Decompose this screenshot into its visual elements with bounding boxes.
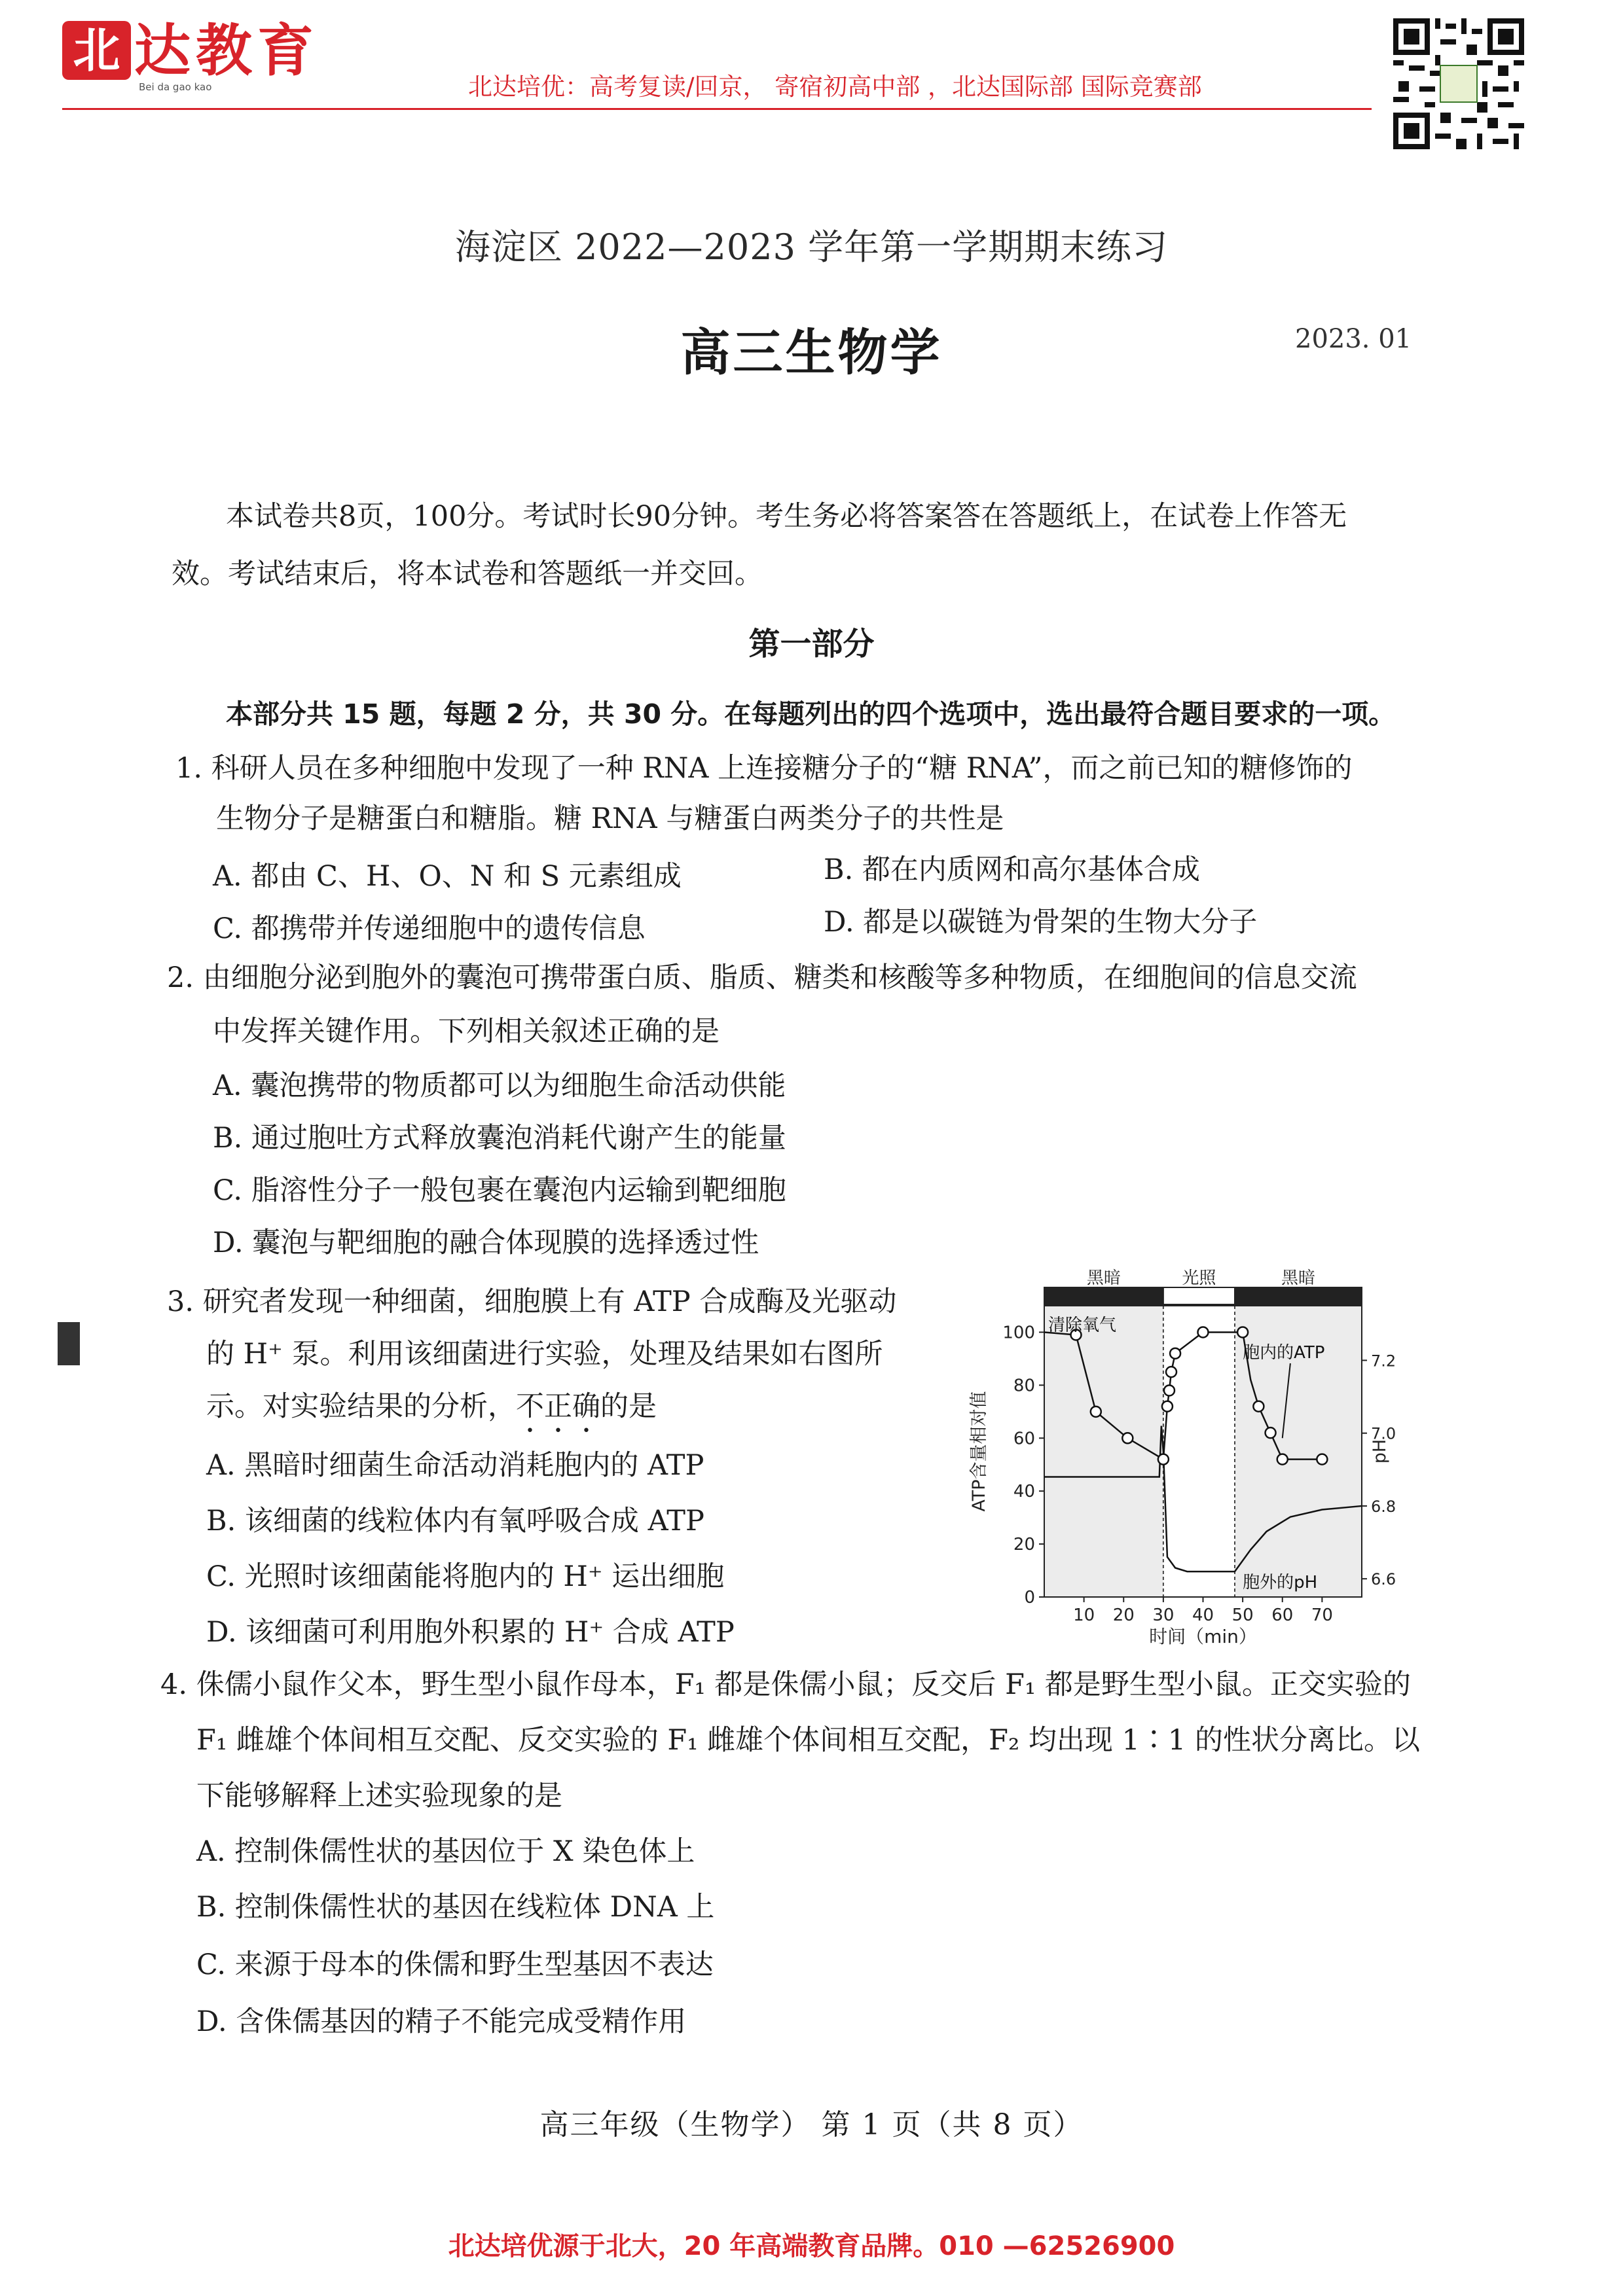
atp-point-10 [1253,1401,1264,1412]
x-tick-label-6: 70 [1311,1605,1333,1625]
brand-logo-mark: 北 [62,21,131,80]
q4-stem-line-2: F₁ 雌雄个体间相互交配、反交实验的 F₁ 雌雄个体间相互交配，F₂ 均出现 1∶1 的性状分离比。以 [196,1724,1420,1757]
q1-stem-line-2: 生物分子是糖蛋白和糖脂。糖 RNA 与糖蛋白两类分子的共性是 [216,802,1004,835]
q1-option-a: A. 都由 C、H、O、N 和 S 元素组成 [213,860,682,893]
q4-option-a: A. 控制侏儒性状的基因位于 X 染色体上 [196,1835,695,1868]
q1-option-d: D. 都是以碳链为骨架的生物大分子 [824,906,1258,939]
qr-code-icon [1393,18,1524,149]
atp-point-12 [1277,1454,1288,1465]
atp-ph-chart [969,1268,1396,1647]
atp-point-9 [1237,1327,1248,1337]
q2-option-d: D. 囊泡与靶细胞的融合体现膜的选择透过性 [213,1227,759,1259]
phase-label-2: 黑暗 [1281,1268,1316,1288]
q1-option-b: B. 都在内质网和高尔基体合成 [824,853,1200,886]
atp-point-3 [1158,1454,1169,1465]
y-left-tick-label-5: 100 [1002,1323,1035,1343]
y-right-tick-label-0: 6.6 [1371,1570,1396,1589]
footer-advert: 北达培优源于北大，20 年高端教育品牌。010 —62526900 [448,2231,1175,2261]
q3-option-b: B. 该细菌的线粒体内有氧呼吸合成 ATP [206,1505,704,1537]
subject-title: 高三生物学 [680,323,943,382]
atp-point-4 [1162,1401,1173,1412]
q3-stem-3-post: 的是 [600,1390,657,1423]
section-intro: 本部分共 15 题，每题 2 分，共 30 分。在每题列出的四个选项中，选出最符合题目要求的一项。 [226,698,1396,730]
atp-point-11 [1266,1427,1276,1438]
header-banner: 北达培优：高考复读/回京， 寄宿初高中部 ，北达国际部 国际竞赛部 [468,73,1202,101]
dark-phase-area-0 [1044,1306,1163,1597]
atp-point-6 [1166,1367,1176,1377]
q1-stem-line-1: 1. 科研人员在多种细胞中发现了一种 RNA 上连接糖分子的“糖 RNA”，而之前已知的糖修饰的 [175,752,1353,785]
brand-logo-pinyin: Bei da gao kao [139,81,212,93]
atp-point-5 [1164,1385,1175,1395]
y-right-tick-label-1: 6.8 [1371,1497,1396,1516]
x-tick-label-5: 60 [1271,1605,1294,1625]
phase-bar-2 [1235,1287,1362,1304]
y-left-tick-label-3: 60 [1013,1429,1035,1449]
annotation-atp: 胞内的ATP [1243,1343,1325,1363]
phase-bar-1 [1163,1287,1235,1304]
y-left-axis-label: ATP含量相对值 [969,1391,989,1512]
q3-stem-line-2: 的 H⁺ 泵。利用该细菌进行实验，处理及结果如右图所 [206,1338,883,1371]
q4-stem-line-3: 下能够解释上述实验现象的是 [196,1780,562,1812]
q3-stem-line-1: 3. 研究者发现一种细菌，细胞膜上有 ATP 合成酶及光驱动 [167,1285,897,1318]
page-edge-mark [58,1322,80,1365]
q2-option-a: A. 囊泡携带的物质都可以为细胞生命活动供能 [213,1069,786,1102]
y-right-tick-label-3: 7.2 [1371,1352,1396,1371]
q4-option-c: C. 来源于母本的侏儒和野生型基因不表达 [196,1948,714,1981]
q4-option-b: B. 控制侏儒性状的基因在线粒体 DNA 上 [196,1891,715,1924]
annotation-remove-oxygen: 清除氧气 [1048,1316,1117,1335]
y-right-axis-label: pH [1370,1439,1390,1464]
x-tick-label-0: 10 [1073,1605,1095,1625]
q3-option-a: A. 黑暗时细菌生命活动消耗胞内的 ATP [206,1449,704,1482]
atp-point-13 [1317,1454,1327,1465]
page-footer: 高三年级（生物学） 第 1 页（共 8 页） [539,2108,1084,2142]
section-title: 第一部分 [748,626,875,662]
q3-option-c: C. 光照时该细菌能将胞内的 H⁺ 运出细胞 [206,1560,725,1593]
y-left-tick-label-0: 0 [1024,1588,1035,1607]
y-left-tick-label-1: 20 [1013,1535,1035,1555]
instructions-line-2: 效。考试结束后，将本试卷和答题纸一并交回。 [172,558,763,590]
brand-logo-text: 达教育 [134,18,319,84]
phase-bar-0 [1044,1287,1163,1304]
header-divider [62,108,1372,110]
phase-label-1: 光照 [1182,1268,1216,1288]
q2-stem-line-1: 2. 由细胞分泌到胞外的囊泡可携带蛋白质、脂质、糖类和核酸等多种物质，在细胞间的信息交流 [167,961,1357,994]
q1-option-c: C. 都携带并传递细胞中的遗传信息 [213,912,646,945]
q3-option-d: D. 该细菌可利用胞外积累的 H⁺ 合成 ATP [206,1616,735,1649]
x-tick-label-3: 40 [1192,1605,1214,1625]
q3-stem-line-3 [206,1384,657,1439]
instructions-line-1: 本试卷共8页，100分。考试时长90分钟。考生务必将答案答在答题纸上，在试卷上作答无 [226,500,1347,533]
q2-stem-line-2: 中发挥关键作用。下列相关叙述正确的是 [213,1015,720,1048]
atp-point-8 [1198,1327,1209,1337]
q2-option-c: C. 脂溶性分子一般包裹在囊泡内运输到靶细胞 [213,1174,786,1207]
q3-stem-3-emphasis: 不正确 [516,1390,600,1423]
q2-option-b: B. 通过胞吐方式释放囊泡消耗代谢产生的能量 [213,1122,786,1155]
q4-option-d: D. 含侏儒基因的精子不能完成受精作用 [196,2005,687,2038]
x-tick-label-4: 50 [1231,1605,1254,1625]
exam-title: 海淀区 2022—2023 学年第一学期期末练习 [454,226,1169,268]
phase-label-0: 黑暗 [1086,1268,1121,1288]
atp-point-2 [1122,1433,1133,1443]
exam-date: 2023. 01 [1295,324,1412,354]
y-left-tick-label-2: 40 [1013,1482,1035,1502]
atp-point-1 [1091,1407,1101,1417]
y-right-tick-label-2: 7.0 [1371,1424,1396,1443]
x-tick-label-1: 20 [1112,1605,1135,1625]
q4-stem-line-1: 4. 侏儒小鼠作父本，野生型小鼠作母本，F₁ 都是侏儒小鼠；反交后 F₁ 都是野生型小鼠。正交实验的 [160,1668,1411,1701]
x-tick-label-2: 30 [1152,1605,1175,1625]
y-left-tick-label-4: 80 [1013,1376,1035,1396]
annotation-ph: 胞外的pH [1243,1573,1318,1592]
q3-stem-3-pre: 示。对实验结果的分析， [206,1390,516,1423]
x-axis-label: 时间（min） [1149,1626,1257,1647]
atp-point-7 [1170,1348,1180,1359]
